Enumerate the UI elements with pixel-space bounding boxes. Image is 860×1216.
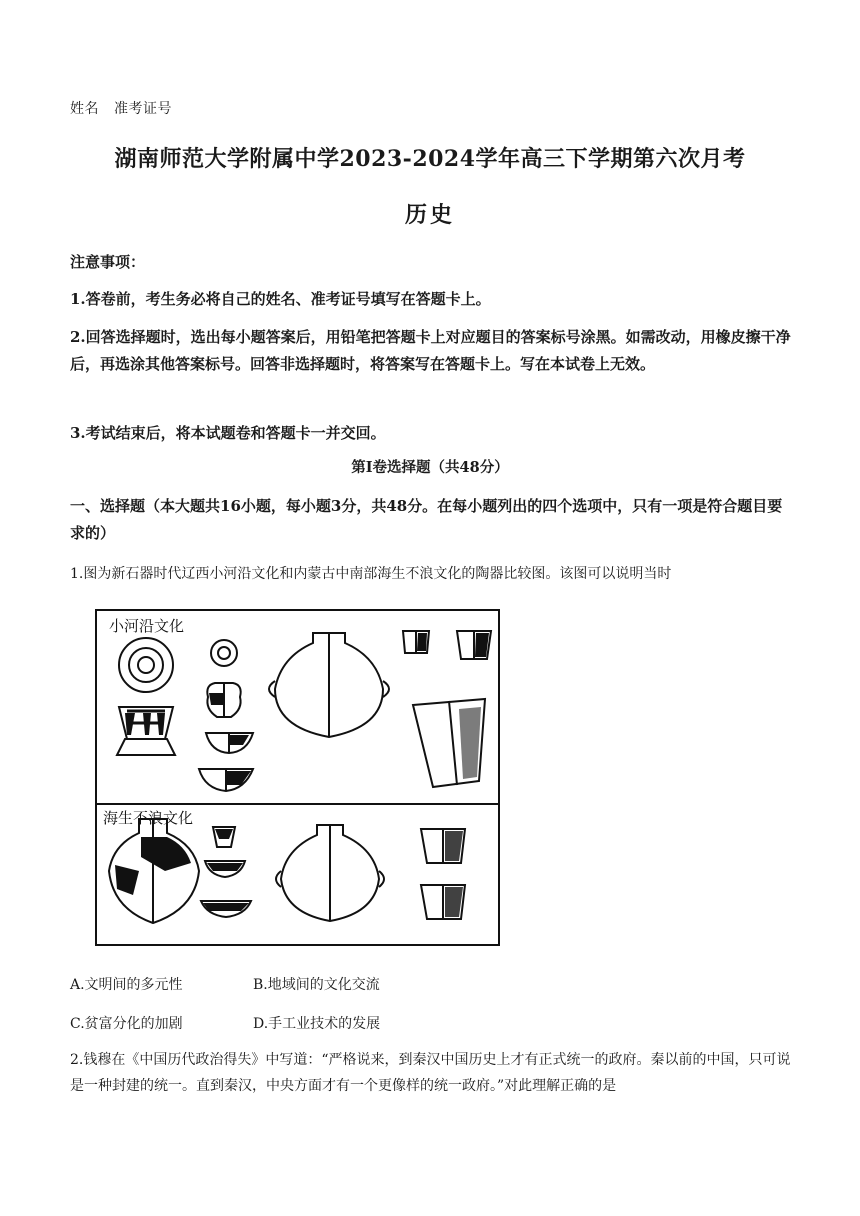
exam-title: 湖南师范大学附属中学2023-2024学年高三下学期第六次月考 <box>114 146 746 172</box>
note-item: 3.考试结束后，将本试题卷和答题卡一并交回。 <box>70 424 386 442</box>
note-item: 2.回答选择题时，选出每小题答案后，用铅笔把答题卡上对应题目的答案标号涂黑。如需改动，用橡皮擦干净后，再选涂其他答案标号。回答非选择题时，将答案写在答题卡上。写在本试卷上无效。 <box>70 328 791 373</box>
option-b: B.地域间的文化交流 <box>253 977 380 993</box>
lower-pottery-patterns <box>115 829 463 917</box>
lower-pottery-group <box>109 819 465 923</box>
option-c: C.贫富分化的加剧 <box>70 1016 183 1032</box>
pottery-comparison-figure <box>95 609 500 951</box>
figure-bottom-label: 海生不浪文化 <box>103 809 194 827</box>
subject-title: 历史 <box>404 202 455 228</box>
section-title: 第Ⅰ卷选择题（共48分） <box>351 459 509 476</box>
notes-heading: 注意事项： <box>70 253 146 271</box>
option-a: A.文明间的多元性 <box>70 977 183 993</box>
part-title: 一、选择题（本大题共16小题，每小题3分，共48分。在每小题列出的四个选项中，只有一项是符合题目要求的） <box>70 497 783 542</box>
candidate-info <box>70 98 182 118</box>
upper-pottery-patterns <box>125 633 489 785</box>
option-d: D.手工业技术的发展 <box>253 1016 381 1032</box>
name-label: 姓名 <box>70 101 99 117</box>
note-item: 1.答卷前，考生务必将自己的姓名、准考证号填写在答题卡上。 <box>70 290 491 308</box>
exam-id-label: 准考证号 <box>113 101 172 117</box>
question-2-stem: 2.钱穆在《中国历代政治得失》中写道：“严格说来，到秦汉中国历史上才有正式统一的政府。秦以前的中国，只可说是一种封建的统一。直到秦汉，中央方面才有一个更像样的统一政府。”对此理解正确的是 <box>70 1052 791 1094</box>
upper-pottery-group <box>117 631 491 791</box>
question-1-stem: 1.图为新石器时代辽西小河沿文化和内蒙古中南部海生不浪文化的陶器比较图。该图可以说明当时 <box>70 566 672 582</box>
figure-top-label: 小河沿文化 <box>109 617 185 635</box>
